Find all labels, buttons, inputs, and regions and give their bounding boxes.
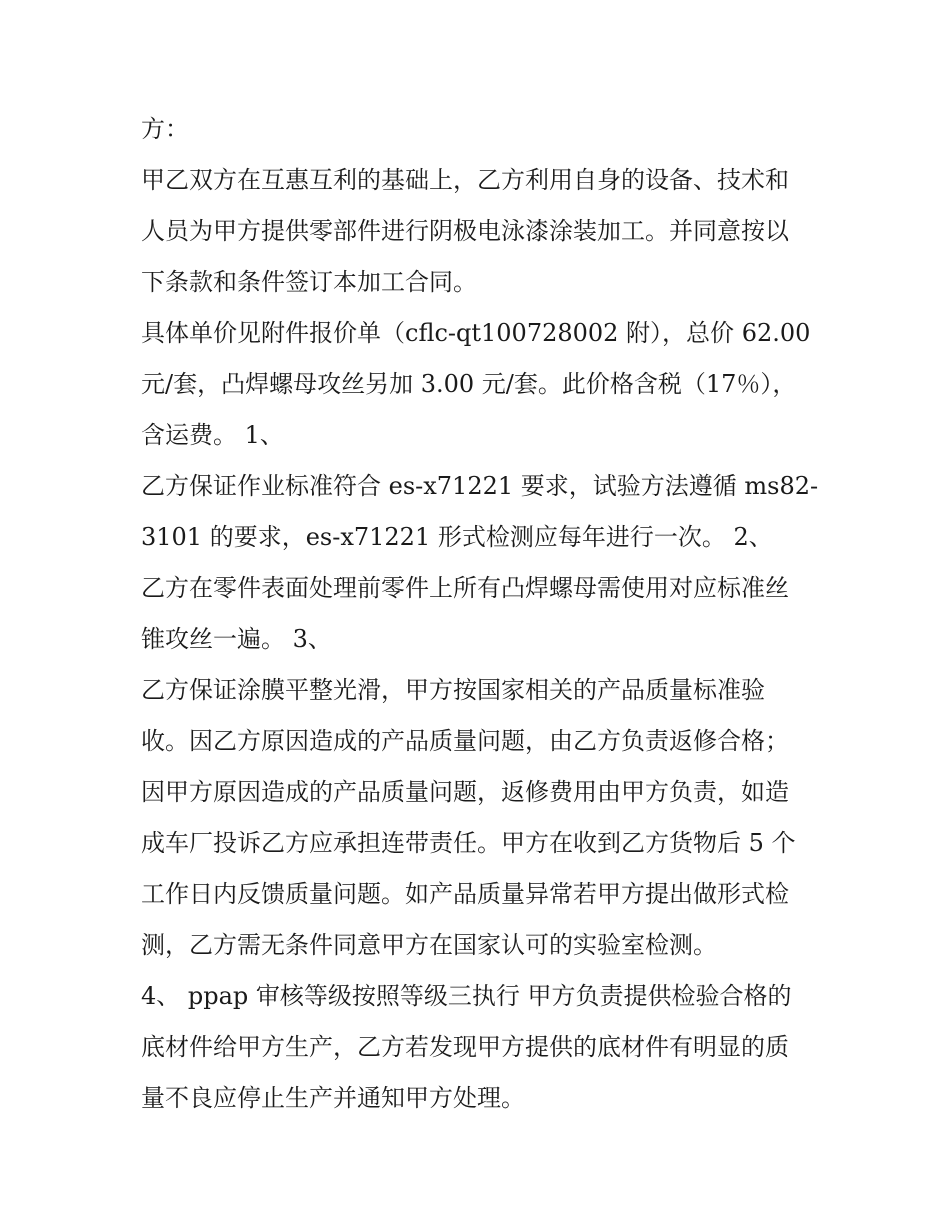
- text-line: 具体单价见附件报价单（cflc-qt100728002 附），总价 62.00: [141, 319, 811, 347]
- text-line: 收。因乙方原因造成的产品质量问题，由乙方负责返修合格；: [141, 727, 789, 755]
- text-line: 下条款和条件签订本加工合同。: [141, 268, 477, 296]
- text-line: 工作日内反馈质量问题。如产品质量异常若甲方提出做形式检: [141, 880, 789, 908]
- text-line: 乙方在零件表面处理前零件上所有凸焊螺母需使用对应标准丝: [141, 574, 789, 602]
- text-line: 含运费。 1、: [141, 421, 284, 449]
- text-line: 4、 ppap 审核等级按照等级三执行 甲方负责提供检验合格的: [141, 982, 792, 1010]
- text-line: 因甲方原因造成的产品质量问题，返修费用由甲方负责，如造: [141, 778, 789, 806]
- text-line: 元/套，凸焊螺母攻丝另加 3.00 元/套。此价格含税（17％），: [141, 370, 797, 398]
- text-line: 锥攻丝一遍。 3、: [141, 625, 332, 653]
- text-line: 量不良应停止生产并通知甲方处理。: [141, 1084, 525, 1112]
- text-line: 人员为甲方提供零部件进行阴极电泳漆涂装加工。并同意按以: [141, 217, 789, 245]
- text-line: 测，乙方需无条件同意甲方在国家认可的实验室检测。: [141, 931, 717, 959]
- text-line: 甲乙双方在互惠互利的基础上，乙方利用自身的设备、技术和: [141, 166, 789, 194]
- text-line: 乙方保证作业标准符合 es-x71221 要求，试验方法遵循 ms82-: [141, 472, 819, 500]
- text-line: 3101 的要求，es-x71221 形式检测应每年进行一次。 2、: [141, 523, 773, 551]
- text-line: 成车厂投诉乙方应承担连带责任。甲方在收到乙方货物后 5 个: [141, 829, 796, 857]
- contract-text-body: [141, 104, 821, 1124]
- text-line: 底材件给甲方生产，乙方若发现甲方提供的底材件有明显的质: [141, 1033, 789, 1061]
- text-line: 乙方保证涂膜平整光滑，甲方按国家相关的产品质量标准验: [141, 676, 765, 704]
- text-line: 方：: [141, 115, 189, 143]
